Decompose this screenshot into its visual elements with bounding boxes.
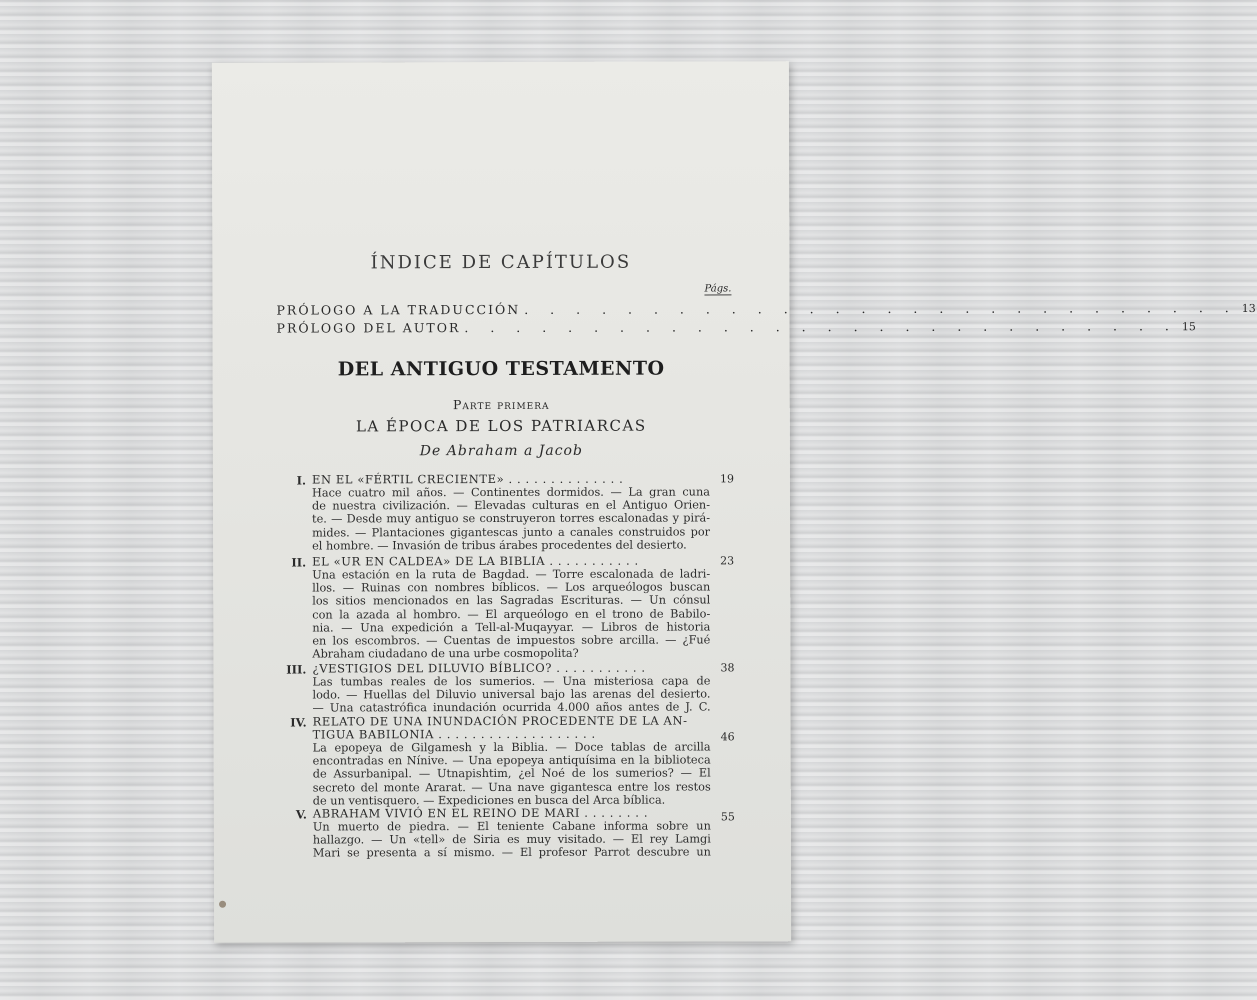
ink-stain — [219, 901, 226, 908]
summary-line: mides. — Plantaciones gigantescas junto a canales construidos por — [312, 525, 711, 540]
leader-dots: . . . . . . . . . . . . . . . . . . . . . . . . . . . . — [524, 300, 1238, 317]
chapter-entry — [281, 805, 735, 860]
chapter-summary — [312, 567, 710, 660]
summary-line: La epopeya de Gilgamesh y la Biblia. — Doce tablas de arcilla — [312, 740, 711, 755]
chapter-page: 23 — [720, 554, 735, 568]
chapter-page: 46 — [720, 730, 735, 744]
chapter-title: EL «UR EN CALDEA» DE LA BIBLIA . . . . . . . . . . . — [312, 553, 639, 569]
front-matter-page: 13 — [1241, 302, 1256, 316]
chapter-page: 38 — [720, 661, 735, 675]
chapter-page: 55 — [720, 810, 735, 824]
summary-line: el hombre. — Invasión de tribus árabes procedentes del desierto. — [312, 538, 687, 553]
summary-line: te. — Desde muy antiguo se construyeron torres escalonadas y pirá- — [312, 511, 711, 526]
summary-line: Las tumbas reales de los sumerios. — Una misteriosa capa de — [312, 674, 711, 689]
summary-line: los sitios mencionados en las Sagradas Escrituras. — Un cónsul — [312, 593, 711, 608]
part-subtitle: De Abraham a Jacob — [419, 442, 583, 460]
summary-line: nia. — Una expedición a Tell-al-Muqayyar. — Libros de historia — [312, 620, 711, 635]
front-matter-entry — [276, 300, 1256, 318]
chapter-title: RELATO DE UNA INUNDACIÓN PROCEDENTE DE LA AN- — [312, 713, 688, 729]
chapter-summary — [313, 819, 711, 860]
book-page — [212, 61, 1256, 943]
summary-line: en los escombros. — Cuentas de impuestos sobre arcilla. — ¿Fué — [312, 633, 711, 648]
chapter-number: V. — [295, 807, 307, 822]
chapter-title-continued: TIGUA BABILONIA . . . . . . . . . . . . . . . . . . . — [312, 726, 596, 742]
chapter-entry — [280, 471, 734, 553]
summary-line: de un ventisquero. — Expediciones en busca del Arca bíblica. — [312, 793, 666, 808]
summary-line: — Una catastrófica inundación ocurrida 4.000 años antes de J. C. — [312, 700, 711, 715]
chapter-title: ¿VESTIGIOS DEL DILUVIO BÍBLICO? . . . . . . . . . . . — [312, 660, 646, 676]
pages-column-label: Págs. — [704, 283, 732, 295]
summary-line: Hace cuatro mil años. — Continentes dormidos. — La gran cuna — [311, 485, 710, 500]
leader-dots: . . . . . . . . . . . . . . . . . . . . . . . . . . . . — [464, 318, 1178, 336]
chapter-page: 19 — [719, 472, 734, 486]
chapter-number: I. — [296, 473, 306, 488]
part-title: LA ÉPOCA DE LOS PATRIARCAS — [355, 416, 647, 436]
summary-line: secreto del monte Ararat. — Una nave gigantesca entre los restos — [312, 780, 711, 795]
front-matter-page: 15 — [1181, 320, 1196, 334]
chapter-entry — [281, 713, 735, 808]
summary-line: Abraham ciudadano de una urbe cosmopolita? — [312, 647, 579, 661]
summary-line: de nuestra civilización. — Elevadas culturas en el Antiguo Orien- — [311, 498, 711, 513]
chapter-summary — [312, 674, 710, 715]
summary-line: llos. — Ruinas con nombres bíblicos. — Los arqueólogos buscan — [312, 580, 711, 595]
chapter-number: IV. — [290, 715, 307, 730]
summary-line: lodo. — Huellas del Diluvio universal bajo las arenas del desierto. — [312, 687, 711, 702]
chapter-title: EN EL «FÉRTIL CRECIENTE» . . . . . . . . . . . . . . — [311, 471, 624, 487]
front-matter-label: PRÓLOGO DEL AUTOR — [276, 320, 461, 336]
summary-line: Mari se presenta a sí mismo. — El profesor Parrot descubre un — [312, 845, 711, 860]
summary-line: hallazgo. — Un «tell» de Siria es muy visitado. — El rey Lamgi — [312, 832, 711, 847]
chapter-entry — [280, 660, 735, 715]
summary-line: encontradas en Nínive. — Una epopeya antiquísima en la biblioteca — [312, 753, 711, 768]
chapter-entry — [280, 553, 735, 661]
part-label: Parte primera — [452, 396, 550, 413]
summary-line: Un muerto de piedra. — El teniente Cabane informa sobre un — [312, 819, 711, 834]
chapter-number: II. — [291, 555, 307, 570]
front-matter-label: PRÓLOGO A LA TRADUCCIÓN — [276, 301, 521, 318]
chapter-number: III. — [286, 662, 307, 677]
page-title: ÍNDICE DE CAPÍTULOS — [370, 251, 632, 274]
chapter-title: ABRAHAM VIVIÓ EN EL REINO DE MARI . . . . . . . . — [312, 805, 649, 821]
chapter-summary — [312, 485, 710, 552]
section-title: DEL ANTIGUO TESTAMENTO — [337, 357, 665, 381]
summary-line: Una estación en la ruta de Bagdad. — Torre escalonada de ladri- — [312, 567, 711, 582]
front-matter-entry — [276, 318, 1196, 336]
chapter-summary — [313, 740, 711, 807]
summary-line: con la azada al hombro. — El arqueólogo en el trono de Babilo- — [312, 607, 711, 622]
summary-line: de Assurbanipal. — Utnapishtim, ¿el Noé de los sumerios? — El — [312, 766, 711, 781]
